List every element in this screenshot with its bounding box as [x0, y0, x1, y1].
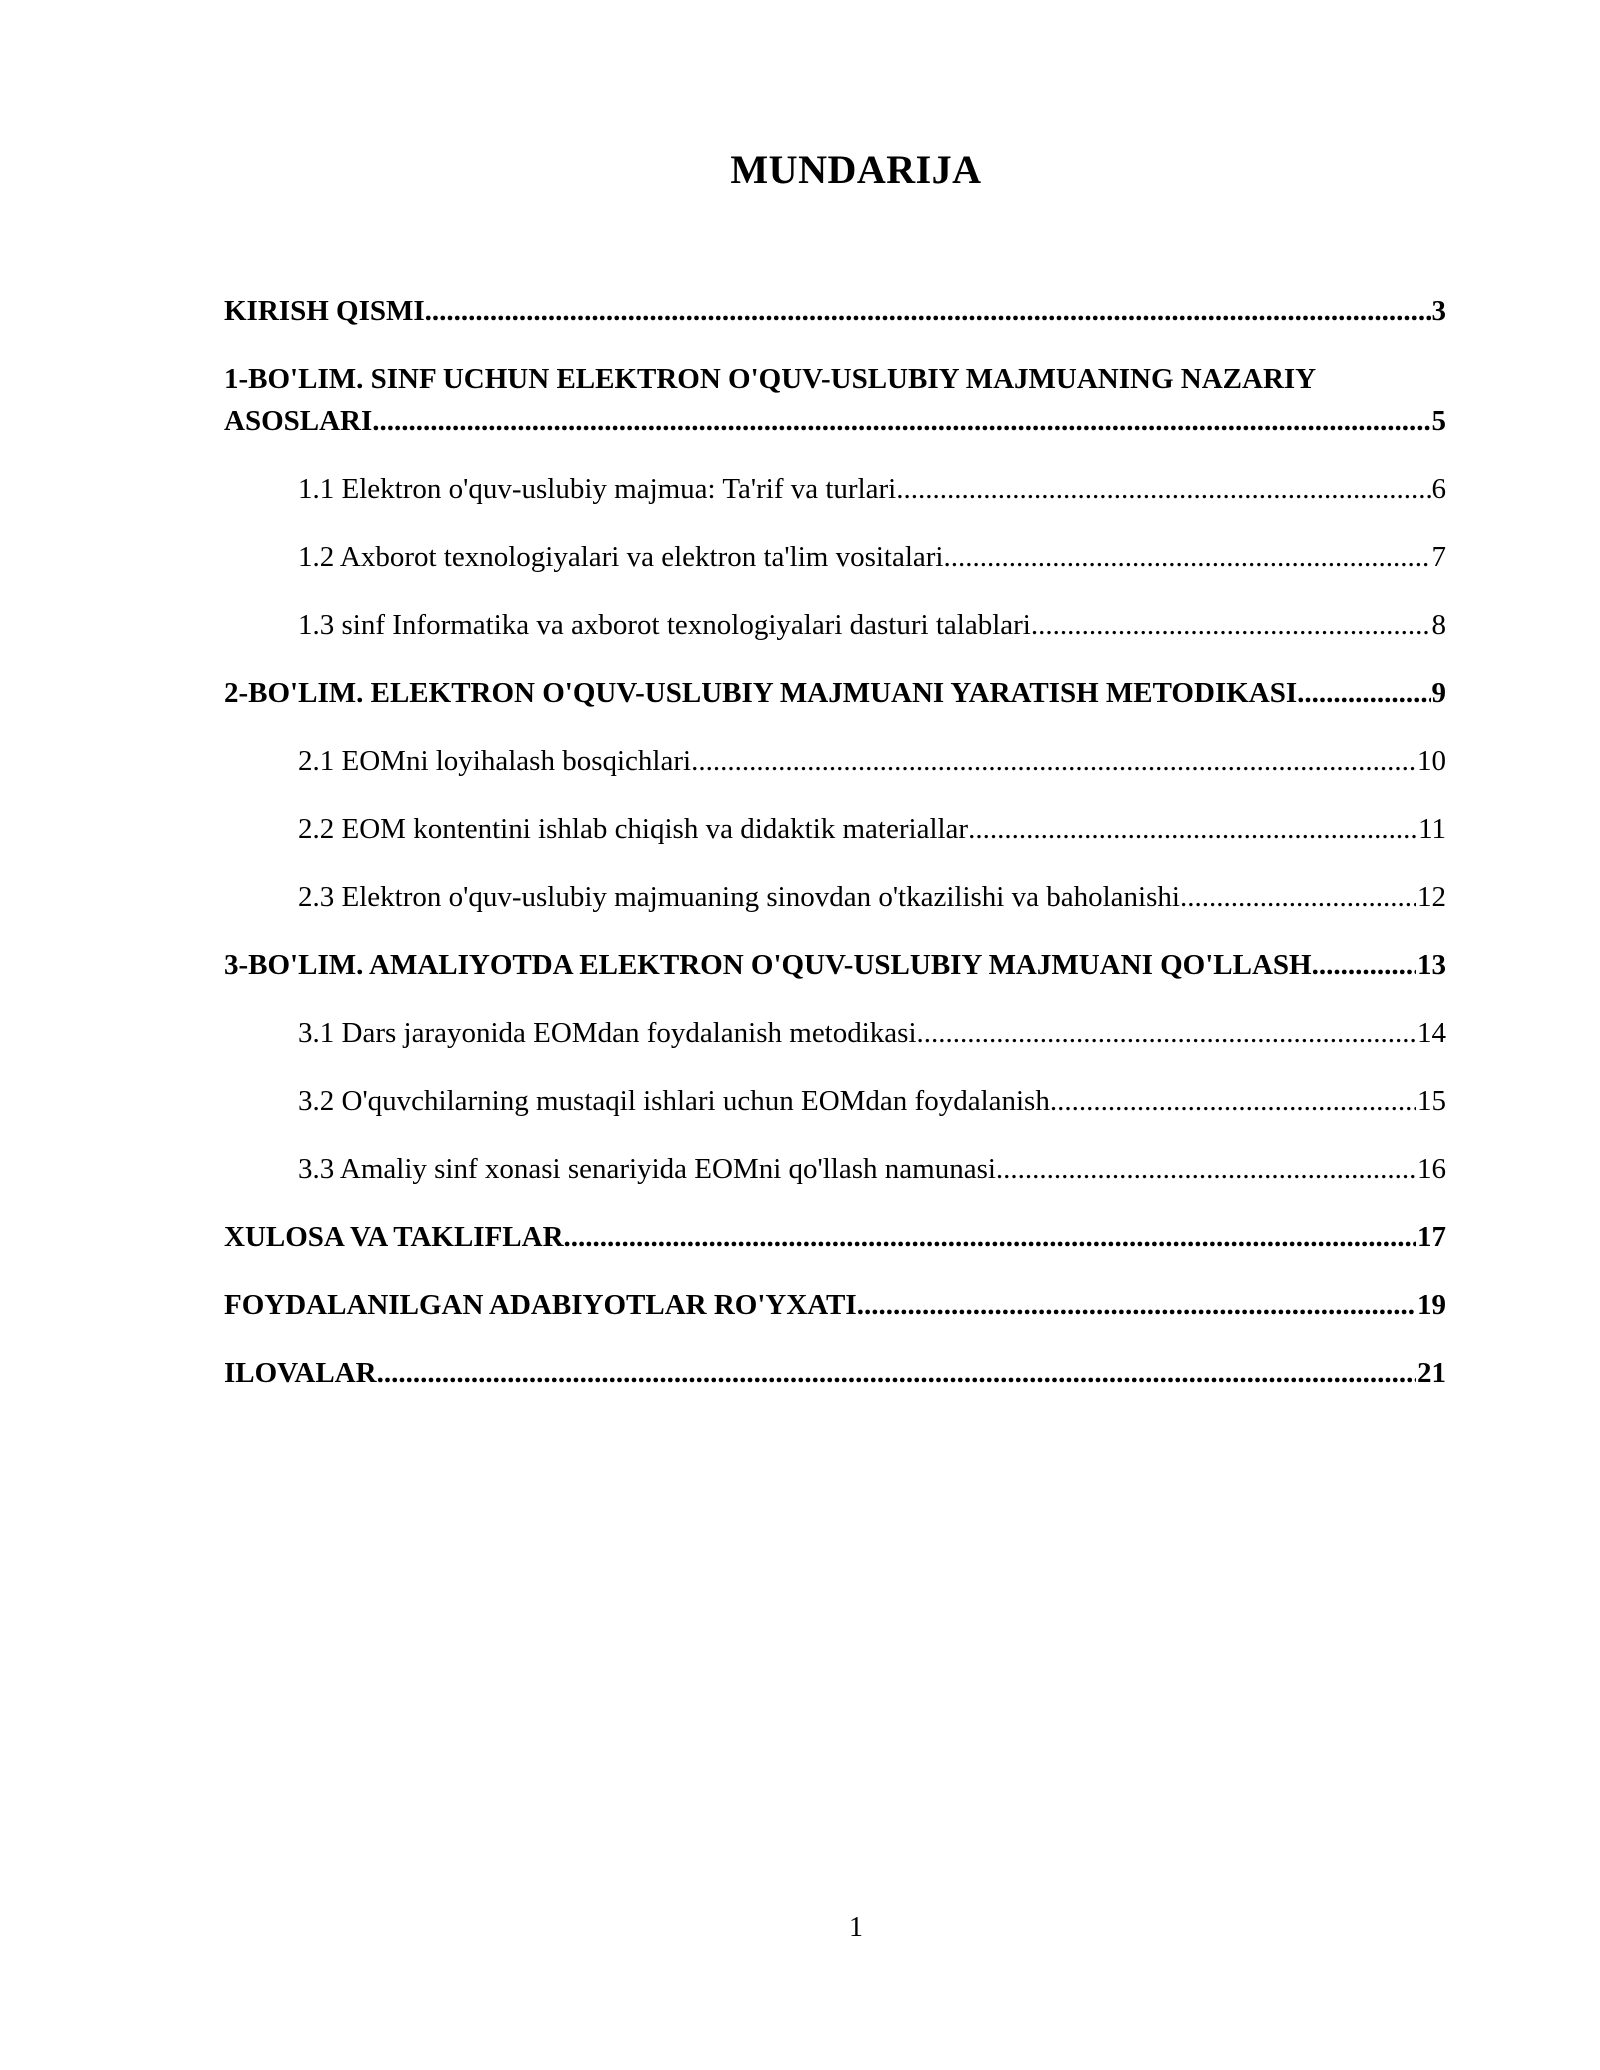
- toc-entry-label: 3.1 Dars jarayonida EOMdan foydalanish metodikasi: [298, 1017, 917, 1049]
- dot-leader: [968, 808, 1417, 850]
- dot-leader: [425, 290, 1431, 332]
- toc-entry-2-2[interactable]: [224, 808, 1446, 850]
- toc-entry-bolim-3[interactable]: [224, 944, 1446, 986]
- dot-leader: [372, 400, 1430, 442]
- toc-entry-2-3[interactable]: [224, 876, 1446, 918]
- table-of-contents: [224, 290, 1446, 1420]
- toc-page-number: 21: [1417, 1357, 1446, 1389]
- toc-page-number: 12: [1417, 881, 1446, 913]
- toc-page-number: 6: [1431, 473, 1446, 505]
- toc-entry-1-2[interactable]: [224, 536, 1446, 578]
- toc-page-number: 17: [1417, 1221, 1446, 1253]
- page-number: 1: [849, 1912, 863, 1943]
- dot-leader: [857, 1284, 1416, 1326]
- toc-entry-label: ILOVALAR: [224, 1357, 377, 1389]
- toc-entry-ilovalar[interactable]: [224, 1352, 1446, 1394]
- toc-entry-label: 2-BO'LIM. ELEKTRON O'QUV-USLUBIY MAJMUANI YARATISH METODIKASI: [224, 677, 1298, 709]
- toc-page-number: 5: [1431, 405, 1446, 437]
- toc-page-number: 9: [1431, 677, 1446, 709]
- toc-entry-label: XULOSA VA TAKLIFLAR: [224, 1221, 564, 1253]
- toc-entry-label: 3.3 Amaliy sinf xonasi senariyida EOMni qo'llash namunasi: [298, 1153, 996, 1185]
- dot-leader: [691, 740, 1416, 782]
- dot-leader: [917, 1012, 1416, 1054]
- toc-entry-label: 1.3 sinf Informatika va axborot texnologiyalari dasturi talablari: [298, 609, 1031, 641]
- toc-entry-label: FOYDALANILGAN ADABIYOTLAR RO'YXATI: [224, 1289, 857, 1321]
- dot-leader: [1031, 604, 1431, 646]
- toc-page-number: 14: [1417, 1017, 1446, 1049]
- dot-leader: [1050, 1080, 1416, 1122]
- dot-leader: [896, 468, 1430, 510]
- toc-entry-3-2[interactable]: [224, 1080, 1446, 1122]
- toc-entry-label: 2.3 Elektron o'quv-uslubiy majmuaning sinovdan o'tkazilishi va baholanishi: [298, 881, 1180, 913]
- toc-entry-adabiyotlar[interactable]: [224, 1284, 1446, 1326]
- toc-entry-bolim-2[interactable]: [224, 672, 1446, 714]
- toc-entry-label: ASOSLARI: [224, 405, 373, 437]
- toc-page-number: 11: [1418, 813, 1446, 845]
- toc-page-number: 10: [1417, 745, 1446, 777]
- toc-entry-2-1[interactable]: [224, 740, 1446, 782]
- toc-entry-label: 2.1 EOMni loyihalash bosqichlari: [298, 745, 692, 777]
- toc-entry-label: 2.2 EOM kontentini ishlab chiqish va didaktik materiallar: [298, 813, 969, 845]
- page-title: MUNDARIJA: [730, 147, 982, 192]
- toc-entry-3-3[interactable]: [224, 1148, 1446, 1190]
- dot-leader: [944, 536, 1431, 578]
- toc-page-number: 19: [1417, 1289, 1446, 1321]
- toc-entry-label: 3.2 O'quvchilarning mustaqil ishlari uchun EOMdan foydalanish: [298, 1085, 1050, 1117]
- dot-leader: [1312, 944, 1416, 986]
- toc-entry-label: 3-BO'LIM. AMALIYOTDA ELEKTRON O'QUV-USLUBIY MAJMUANI QO'LLASH: [224, 949, 1312, 981]
- toc-entry-3-1[interactable]: [224, 1012, 1446, 1054]
- toc-entry-bolim-1[interactable]: [224, 358, 1446, 442]
- toc-page-number: 3: [1431, 295, 1446, 327]
- toc-page-number: 15: [1417, 1085, 1446, 1117]
- toc-page-number: 13: [1417, 949, 1446, 981]
- toc-page-number: 16: [1417, 1153, 1446, 1185]
- toc-page-number: 7: [1431, 541, 1446, 573]
- dot-leader: [1297, 672, 1430, 714]
- toc-entry-xulosa[interactable]: [224, 1216, 1446, 1258]
- toc-entry-1-3[interactable]: [224, 604, 1446, 646]
- toc-entry-label: KIRISH QISMI: [224, 295, 425, 327]
- dot-leader: [1180, 876, 1416, 918]
- dot-leader: [377, 1352, 1416, 1394]
- toc-entry-label: 1.2 Axborot texnologiyalari va elektron ta'lim vositalari: [298, 541, 944, 573]
- toc-entry-label-line1: 1-BO'LIM. SINF UCHUN ELEKTRON O'QUV-USLUBIY MAJMUANING NAZARIY: [224, 363, 1317, 395]
- toc-entry-label: 1.1 Elektron o'quv-uslubiy majmua: Ta'rif va turlari: [298, 473, 897, 505]
- toc-entry-kirish[interactable]: [224, 290, 1446, 332]
- dot-leader: [996, 1148, 1416, 1190]
- toc-page-number: 8: [1431, 609, 1446, 641]
- dot-leader: [564, 1216, 1416, 1258]
- toc-entry-1-1[interactable]: [224, 468, 1446, 510]
